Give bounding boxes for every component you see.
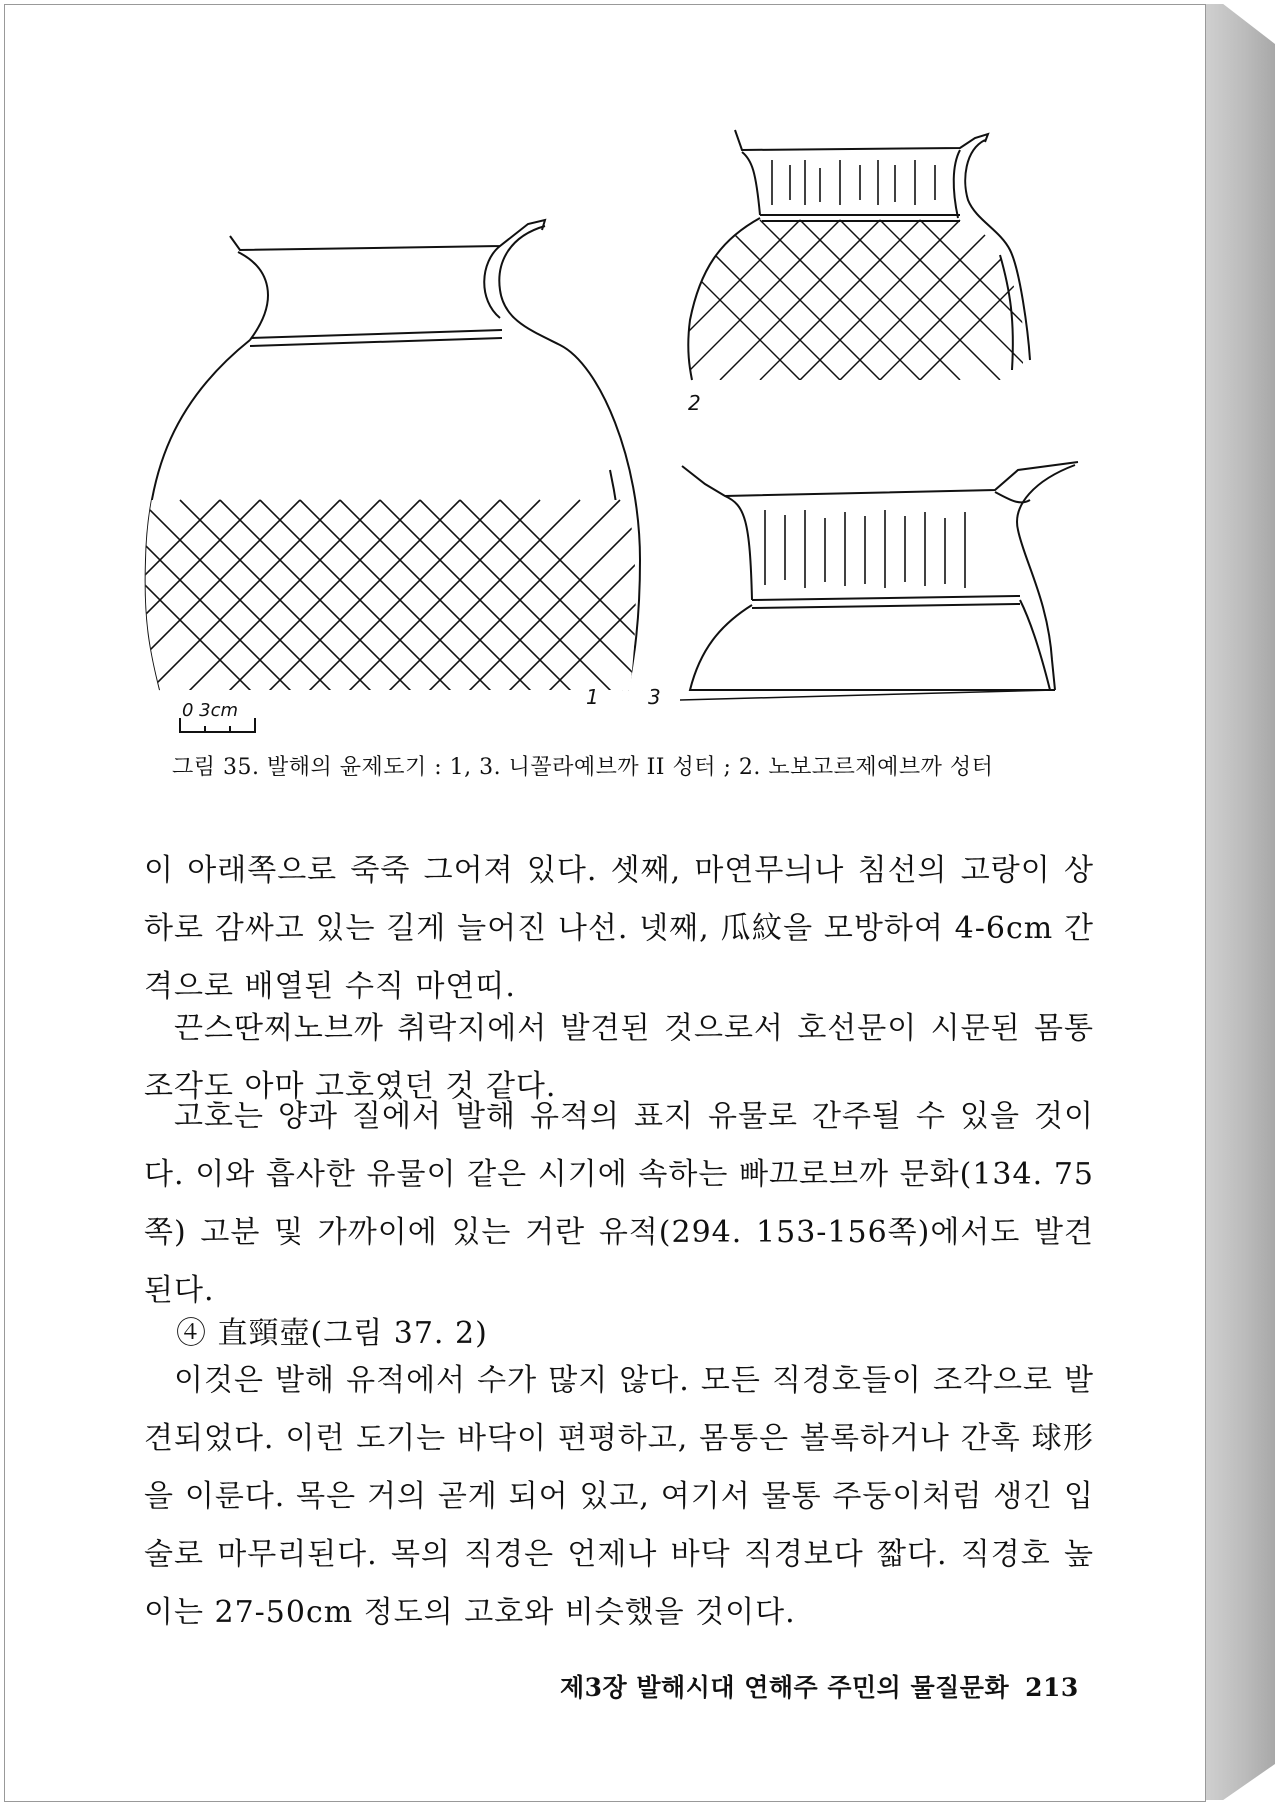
scale-label: 0 3cm [182,700,239,721]
figure-label-2: 2 [688,391,701,415]
figure-label-1: 1 [586,685,599,709]
section-heading: ④ 直頸壺(그림 37. 2) [176,1316,488,1351]
paragraph-3: 고호는 양과 질에서 발해 유적의 표지 유물로 간주될 수 있을 것이다. 이와 흡사한 유물이 같은 시기에 속하는 빠끄로브까 문화(134. 75쪽) 고분 및 가까이에 있는 거란 유적(294. 153-156쪽)에서도 발견된다. [144,1099,1094,1308]
vessel-2-drawing [688,130,1030,380]
chapter-title: 제3장 발해시대 연해주 주민의 물질문화 [560,1673,1010,1702]
page-number: 213 [1025,1673,1079,1702]
vessel-3-drawing [680,462,1078,700]
running-footer [560,1668,1079,1704]
pottery-figure [0,0,1285,760]
vessel-1-lattice [20,500,740,700]
figure-label-3: 3 [648,685,661,709]
paragraph-2: 끈스딴찌노브까 취락지에서 발견된 것으로서 호선문이 시문된 몸통 조각도 아마 고호였던 것 같다. [144,1011,1094,1104]
section-paragraph: 이것은 발해 유적에서 수가 많지 않다. 모든 직경호들이 조각으로 발견되었다. 이런 도기는 바닥이 편평하고, 몸통은 볼록하거나 간혹 球形을 이룬다. 목은 거의 곧게 되어 있고, 여기서 물통 주둥이처럼 생긴 입술로 마무리된다. 목의 직경은 언제나 바닥 직경보다 짧다. 직경호 높이는 27-50cm 정도의 고호와 비슷했을 것이다. [144,1363,1094,1630]
vessel-2-lattice [640,220,1080,380]
paragraph-1: 이 아래쪽으로 죽죽 그어져 있다. 셋째, 마연무늬나 침선의 고랑이 상하로 감싸고 있는 길게 늘어진 나선. 넷째, 瓜紋을 모방하여 4-6cm 간격으로 배열된 수직 마연띠. [144,853,1094,1004]
figure-caption: 그림 35. 발해의 윤제도기 : 1, 3. 니꼴라예브까 II 성터 ; 2. 노보고르제예브까 성터 [172,755,994,780]
